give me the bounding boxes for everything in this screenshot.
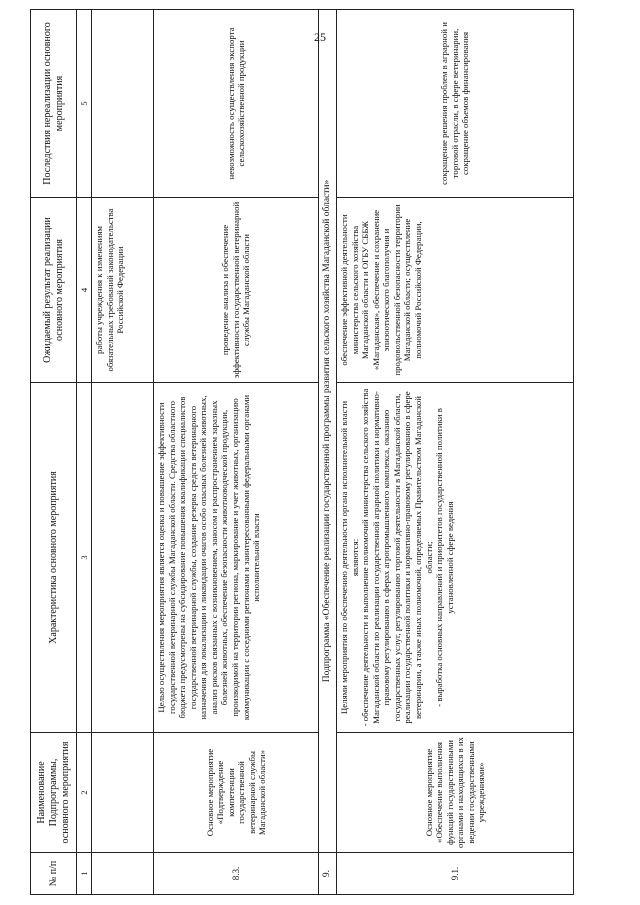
subprogram-title: Подпрограмма «Обеспечение реализации государственной программы развития сельского хозяйства Магаданской области» [319,10,337,853]
row-result: проведение анализа и обеспечение эффективности государственной ветеринарной службы Магаданской области [154,198,319,383]
column-number-row [77,10,92,895]
characteristic-line: Целями мероприятия по обеспечению деятельности органа исполнительной власти являются: [339,400,360,715]
row-no [92,853,154,895]
row-result: обеспечение эффективной деятельности министерства сельского хозяйства Магаданской области и ОГБУ СББЖ «Магаданская», обеспечение и сохранение эпизоотического благополучия и продовольственной безопасности территории Магаданской области; осуществление полномочий Российской Федерации, [337,198,574,383]
characteristic-line: - выработка основных направлений и приоритетов государственной политики в установленной сфере ведения [434,408,455,707]
row-characteristic [92,383,154,733]
row-name: Основное мероприятие «Подтверждение компетенции государственной ветеринарной службы Магаданской области» [154,733,319,853]
rotated-content [20,0,620,905]
row-consequences: сокращение решения проблем в аграрной и торговой отрасли, в сфере ветеринарии, сокращение объемов финансирования [337,10,574,198]
page-number: 25 [314,30,326,44]
row-name: Основное мероприятие «Обеспечение выполнения функций государственными органами и находящихся в их ведении государственными учреждениями» [337,733,574,853]
column-number: 1 [77,853,92,895]
subprogram-no: 9. [319,853,337,895]
row-no: 8.3. [154,853,319,895]
row-characteristic: Целью осуществления мероприятия является оценка и повышение эффективности государственной ветеринарной службы Магаданской области. Средства областного бюджета предусмотрены на субсидирование повышения квалификации специалистов государственной ветеринарной службы, создание резерва средств ветеринарного назначения для локализации и ликвидации очагов особо опасных болезней животных, анализ рисков связанных с возникновением, заносом и распространением заразных болезней животных, обеспечение безопасности животноводческой продукции, производимой на территории региона, маркирование и учет животных, организацию коммуникации с соседними регионами и заинтересованными федеральными органами исполнительной власти [154,383,319,733]
row-result: работы учреждения к изменениям обязательных требований законодательства Российской Федерации [92,198,154,383]
column-number: 3 [77,383,92,733]
characteristic-line: - обеспечение деятельности и выполнение полномочий министерства сельского хозяйства Магаданской области по реализации государственной аграрной политики и нормативно-правовому регулированию в сферах агропромышленного комплекса, оказанию государственных услуг, регулированию торговой деятельности в Магаданской области, реализации государственной политики и нормативно-правовому регулированию в сфере ветеринарии, а также иных полномочий, определяемых Правительством Магаданской области; [360,388,434,727]
table-row [92,10,154,895]
header-consequences: Последствия нереализации основного мероприятия [31,10,77,198]
header-name: Наименование Подпрограммы, основного мероприятия [31,733,77,853]
row-characteristic [337,383,574,733]
column-number: 5 [77,10,92,198]
header-no: № п/п [31,853,77,895]
rotated-page [20,0,620,905]
header-row [31,10,77,895]
table-row [337,10,574,895]
column-number: 2 [77,733,92,853]
activities-table [30,9,574,895]
table-row [154,10,319,895]
header-characteristic: Характеристика основного мероприятия [31,383,77,733]
row-name [92,733,154,853]
row-no: 9.1. [337,853,574,895]
subprogram-row [319,10,337,895]
header-result: Ожидаемый результат реализации основного мероприятия [31,198,77,383]
column-number: 4 [77,198,92,383]
row-consequences: невозможность осуществления экспорта сельскохозяйственной продукции [154,10,319,198]
row-consequences [92,10,154,198]
